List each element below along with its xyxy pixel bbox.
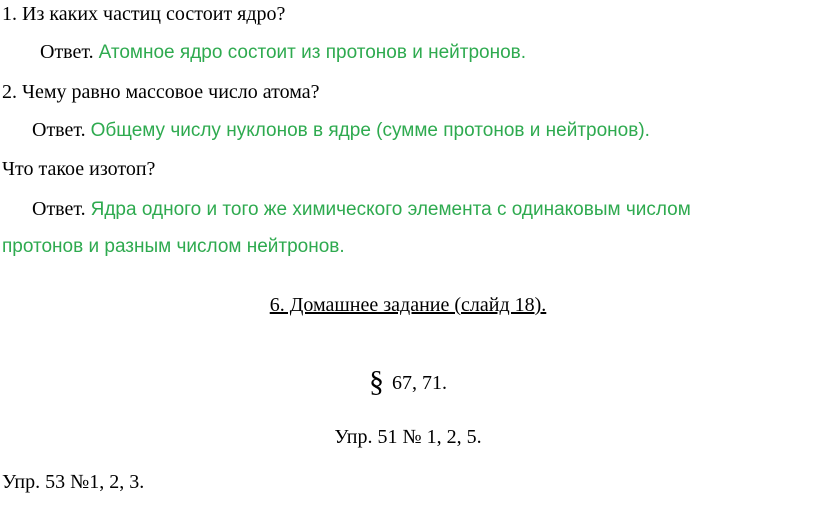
exercise-1-text: Упр. 51 № 1, 2, 5. [334,426,482,448]
question-1 [2,2,285,26]
question-2-text: 2. Чему равно массовое число атома? [2,81,320,103]
answer-3 [32,197,691,222]
question-1-text: 1. Из каких частиц состоит ядро? [2,3,286,25]
answer-3-label: Ответ. [32,198,86,220]
answer-1-text: Атомное ядро состоит из протонов и нейтронов. [98,42,527,63]
answer-1 [40,40,526,65]
homework-title: 6. Домашнее задание (слайд 18). [269,294,547,316]
answer-2-label: Ответ. [32,119,86,141]
homework-exercise-1 [0,425,816,449]
answer-3-text-line-1: Ядра одного и того же химического элемента с одинаковым числом [90,199,691,220]
answer-2 [32,118,650,143]
answer-3-text-line-2: протонов и разным числом нейтронов. [2,236,345,257]
answer-2-text: Общему числу нуклонов в ядре (сумме протонов и нейтронов). [90,120,650,141]
question-3 [2,157,155,181]
question-3-text: Что такое изотоп? [2,158,156,180]
homework-exercise-2 [2,470,144,494]
section-sign-icon: § [369,365,384,398]
paragraph-numbers: 67, 71. [392,372,447,394]
question-2 [2,80,319,104]
answer-3-continuation [2,234,345,259]
answer-1-label: Ответ. [40,41,94,63]
homework-heading [0,293,816,317]
homework-paragraphs [0,365,816,398]
exercise-2-text: Упр. 53 №1, 2, 3. [2,471,145,493]
